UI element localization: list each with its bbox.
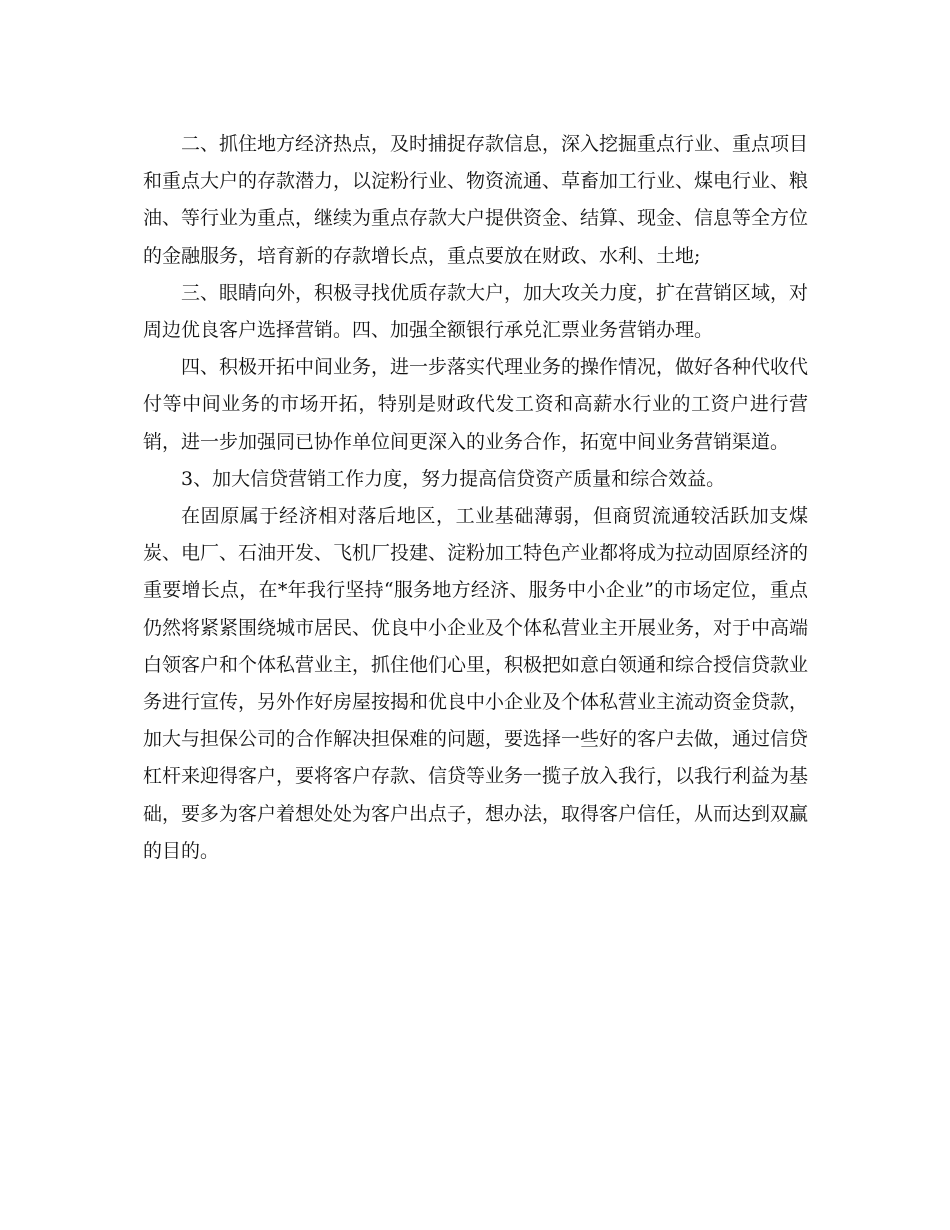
document-body: [143, 126, 808, 870]
paragraph-credit-marketing: 3、加大信贷营销工作力度，努力提高信贷资产质量和综合效益。: [181, 467, 726, 490]
paragraph-guyuan-strategy: 在固原属于经济相对落后地区，工业基础薄弱，但商贸流通较活跃加支煤炭、电厂、石油开发、飞机厂投建、淀粉加工特色产业都将成为拉动固原经济的重要增长点，在*年我行坚持“服务地方经济、服务中小企业”的市场定位，重点仍然将紧紧围绕城市居民、优良中小企业及个体私营业主开展业务，对于中高端白领客户和个体私营业主，抓住他们心里，积极把如意白领通和综合授信贷款业务进行宣传，另外作好房屋按揭和优良中小企业及个体私营业主流动资金贷款，加大与担保公司的合作解决担保难的问题，要选择一些好的客户去做，通过信贷杠杆来迎得客户，要将客户存款、信贷等业务一揽子放入我行，以我行利益为基础，要多为客户着想处处为客户出点子，想办法，取得客户信任，从而达到双赢的目的。: [143, 505, 809, 862]
paragraph-outward-marketing: 三、眼睛向外，积极寻找优质存款大户，加大攻关力度，扩在营销区域，对周边优良客户选择营销。四、加强全额银行承兑汇票业务营销办理。: [143, 281, 809, 342]
paragraph-deposit-hotspots: 二、抓住地方经济热点，及时捕捉存款信息，深入挖掘重点行业、重点项目和重点大户的存款潜力，以淀粉行业、物资流通、草畜加工行业、煤电行业、粮油、等行业为重点，继续为重点存款大户提供资金、结算、现金、信息等全方位的金融服务，培育新的存款增长点，重点要放在财政、水利、土地;: [143, 133, 809, 267]
paragraph-intermediary-business: 四、积极开拓中间业务，进一步落实代理业务的操作情况，做好各种代收代付等中间业务的市场开拓，特别是财政代发工资和高薪水行业的工资户进行营销，进一步加强同已协作单位间更深入的业务合作，拓宽中间业务营销渠道。: [143, 356, 809, 453]
